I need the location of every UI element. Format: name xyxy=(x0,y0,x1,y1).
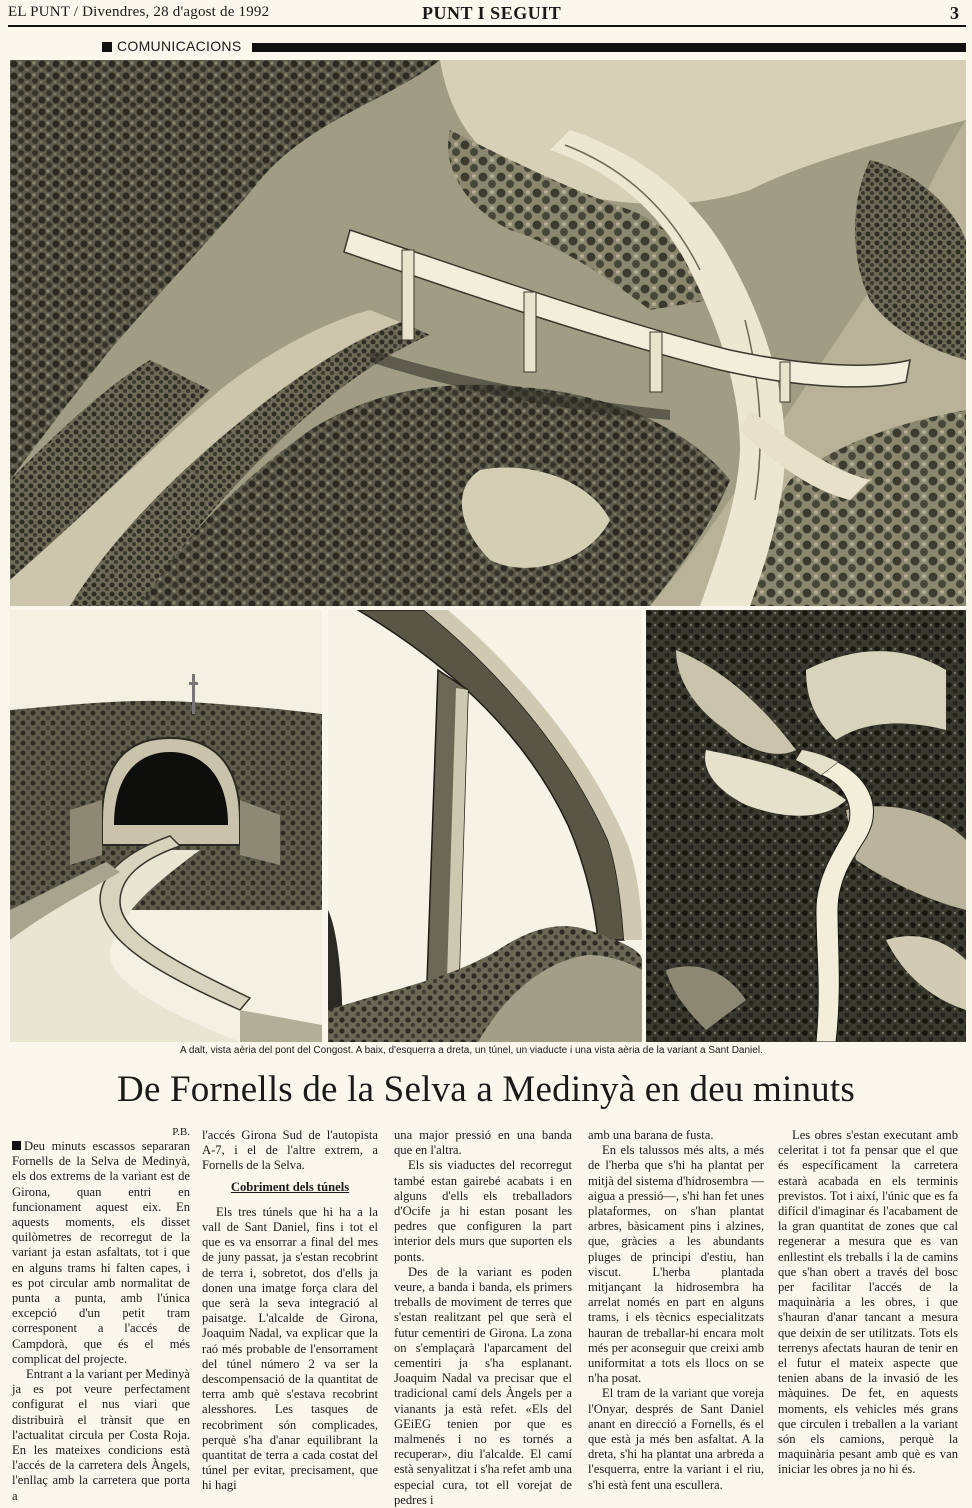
article-headline: De Fornells de la Selva a Medinyà en deu minuts xyxy=(117,1069,855,1110)
article-paragraph: En els talussos més alts, a més de l'herba que s'hi ha plantat per mitjà del sistema d'hidrosembra —aigua a pressió—, s'hi han fet unes plataformes, on s'han plantat arbres, bàsicament pins i alzines, que, gràcies a les abundants pluges de principi d'estiu, han viscut. L'herba plantada mitjançant la hidrosembra ha arrelat només en part en alguns trams, i els tècnics especialitzats hauran de treballar-hi encara molt més per aconseguir que creixi amb uniformitat a tots els llocs on se n'ha posat. xyxy=(588,1143,764,1386)
section-label: COMUNICACIONS xyxy=(117,38,245,54)
article-paragraph: El tram de la variant que voreja l'Onyar, després de Sant Daniel anant en direcció a Fornells, és el que està ja més ben asfaltat. A la dreta, s'hi ha plantat una arbreda a l'esquerra, entre la variant i el riu, s'hi està fent una escullera. xyxy=(588,1386,764,1492)
article-paragraph: una major pressió en una banda que en l'altra. xyxy=(394,1128,572,1158)
header-rule xyxy=(8,25,966,27)
paragraph-text: Deu minuts escassos separaran Fornells de la Selva de Medinyà, els dos extrems de la variant est de Girona, quan entri en funcionament aquest eix. En aquests moments, els disset quilòmetres de recorregut de la variant ja estan asfaltats, tot i que en alguns trams hi falten capes, i es pot circular amb normalitat de punta a punta, amb l'única excepció d'un petit tram corresponent a l'accés de Campdorà, que és el més complicat del projecte. xyxy=(12,1139,190,1366)
section-square-icon xyxy=(102,42,112,52)
article-paragraph: Entrant a la variant per Medinyà ja es pot veure perfectament configurat el nus viari que distribuirà el trànsit que en l'actualitat circula per Costa Roja. En les mateixes condicions està l'accés de la carretera dels Àngels, l'enllaç amb la carretera que porta a xyxy=(12,1367,190,1503)
section-bar xyxy=(102,40,966,55)
article-paragraph: Les obres s'estan executant amb celeritat i tot fa pensar que el que és específicament la carretera estarà acabada en els terminis previstos. Tot i així, l'únic que es fa difícil d'imaginar és l'acabament de la gran quantitat de zones que cal regenerar a mesura que es van enllestint els treballs i la de camins que s'han obert a través del bosc per facilitar l'accés de la maquinària a les obres, i que s'hauran d'anar tancant a mesura que deixin de ser utilitzats. Tots els terrenys afectats hauran de tenir en el futur el mateix aspecte que tenien abans de la invasió de les màquines. De fet, en aquests moments, els vehicles més grans que circulen i treballen a la variant són els camions, perquè la maquinària pesant amb què es van iniciar les obres ja no hi és. xyxy=(778,1128,958,1477)
article-column-5 xyxy=(778,1128,958,1478)
article-byline: P.B. xyxy=(172,1126,190,1138)
article-column-4 xyxy=(588,1128,764,1493)
article-paragraph: Els sis viaductes del recorregut també estan gairebé acabats i en alguns d'ells els treballadors d'Ocife ja hi estan posant les pedres que configuren la part interior dels murs que suporten els ponts. xyxy=(394,1158,572,1264)
aerial-sant-daniel-photo xyxy=(646,610,966,1042)
article-column-1 xyxy=(12,1128,190,1504)
aerial-bridge-photo xyxy=(10,60,966,606)
viaduct-photo xyxy=(328,610,642,1042)
article-paragraph: Des de la variant es poden veure, a banda i banda, els primers treballs de moviment de terres que s'estan realitzant pel que serà el futur cementiri de Girona. La zona on s'emplaçarà l'aparcament del cementiri ja s'ha esplanant. Joaquim Nadal va precisar que el tradicional camí dels Àngels per a vianants ja està refet. «Els del GEiEG tenien por que es malmenés i no es tornés a recuperar», diu l'alcalde. El camí està senyalitzat i s'ha refet amb una especial cura, tot ell vorejat de pedres i xyxy=(394,1264,572,1507)
section-title: PUNT I SEGUIT xyxy=(422,3,562,23)
photo-caption: A dalt, vista aèria del pont del Congost. A baix, d'esquerra a dreta, un túnel, un viaducte i una vista aèria de la variant a Sant Daniel. xyxy=(180,1045,763,1056)
article-paragraph xyxy=(12,1139,190,1367)
section-bar-line xyxy=(252,43,966,52)
article-paragraph: Els tres túnels que hi ha a la vall de Sant Daniel, fins i tot el que es va ensorrar a final del mes de juny passat, ja s'estan recobrint de terra i, sobretot, dos d'ells ja donen una imatge força clara del que serà la seva integració al paisatge. L'alcalde de Girona, Joaquim Nadal, va explicar que la raó més probable de l'ensorrament del túnel número 2 va ser la descompensació de la quantitat de terra amb què s'estava recobrint alesshores. Les tasques de recobriment són complicades, perquè s'ha d'anar equilibrant la quantitat de terra a cada costat del túnel per evitar, precisament, que hi hagi xyxy=(202,1204,378,1493)
paragraph-square-icon xyxy=(12,1141,21,1150)
article-subheading: Cobriment dels túnels xyxy=(230,1179,350,1194)
article-paragraph: amb una barana de fusta. xyxy=(588,1128,714,1142)
article-column-3 xyxy=(394,1128,572,1508)
article-column-2 xyxy=(202,1128,378,1494)
article-paragraph: l'accés Girona Sud de l'autopista A-7, i el de l'altre extrem, a Fornells de la Selva. xyxy=(202,1128,378,1173)
page-number: 3 xyxy=(950,3,959,23)
tunnel-photo xyxy=(10,610,322,1042)
newspaper-dateline: EL PUNT / Divendres, 28 d'agost de 1992 xyxy=(8,4,270,20)
